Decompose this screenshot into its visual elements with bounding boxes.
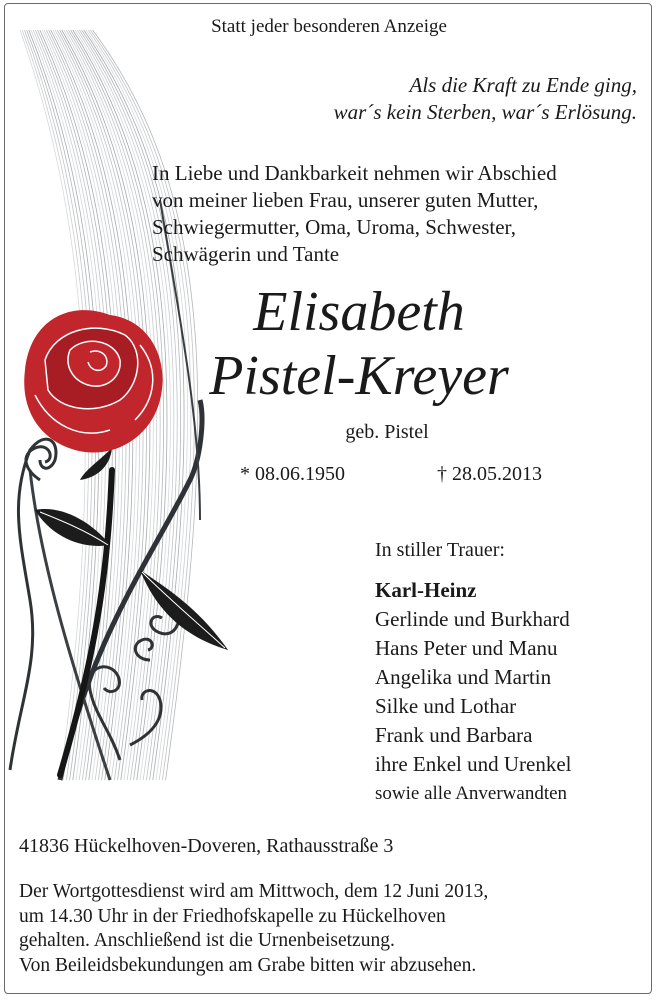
intro-line: von meiner lieben Frau, unserer guten Mutter, [152, 188, 539, 212]
death-date: † 28.05.2013 [437, 463, 542, 485]
mourner-name: Angelika und Martin [375, 665, 552, 689]
service-notice [19, 880, 488, 978]
notice-line: um 14.30 Uhr in der Friedhofskapelle zu Hückelhoven [19, 905, 446, 927]
mourner-name: Frank und Barbara [375, 723, 533, 747]
notice-line: Der Wortgottesdienst wird am Mittwoch, dem 12 Juni 2013, [19, 881, 489, 902]
mourner-name: Silke und Lothar [375, 694, 517, 718]
motto-line: war´s kein Sterben, war´s Erlösung. [333, 100, 637, 124]
birth-date: * 08.06.1950 [240, 463, 345, 485]
mourner-name: Hans Peter und Manu [375, 636, 558, 660]
born-as: geb. Pistel [345, 421, 429, 443]
mourning-label: In stiller Trauer: [375, 539, 505, 561]
mourner-name: Karl-Heinz [375, 578, 477, 602]
address: 41836 Hückelhoven-Doveren, Rathausstraße 3 [19, 835, 394, 857]
deceased-last-name: Pistel-Kreyer [209, 345, 509, 407]
notice-line: gehalten. Anschließend ist die Urnenbeisetzung. [19, 930, 395, 951]
intro-line: Schwägerin und Tante [152, 242, 340, 266]
mourners-list [375, 576, 572, 808]
intro-line: Schwiegermutter, Oma, Uroma, Schwester, [152, 215, 516, 239]
mourner-name: Gerlinde und Burkhard [375, 607, 570, 631]
motto [334, 72, 637, 126]
mourner-name: sowie alle Anverwandten [375, 783, 568, 804]
deceased-first-name: Elisabeth [253, 281, 465, 343]
mourner-name: ihre Enkel und Urenkel [375, 752, 572, 776]
notice-line: Von Beileidsbekundungen am Grabe bitten wir abzusehen. [19, 954, 477, 976]
motto-line: Als die Kraft zu Ende ging, [409, 73, 637, 97]
intro-text [152, 160, 557, 268]
intro-line: In Liebe und Dankbarkeit nehmen wir Abschied [152, 161, 557, 185]
header-line: Statt jeder besonderen Anzeige [211, 16, 447, 37]
